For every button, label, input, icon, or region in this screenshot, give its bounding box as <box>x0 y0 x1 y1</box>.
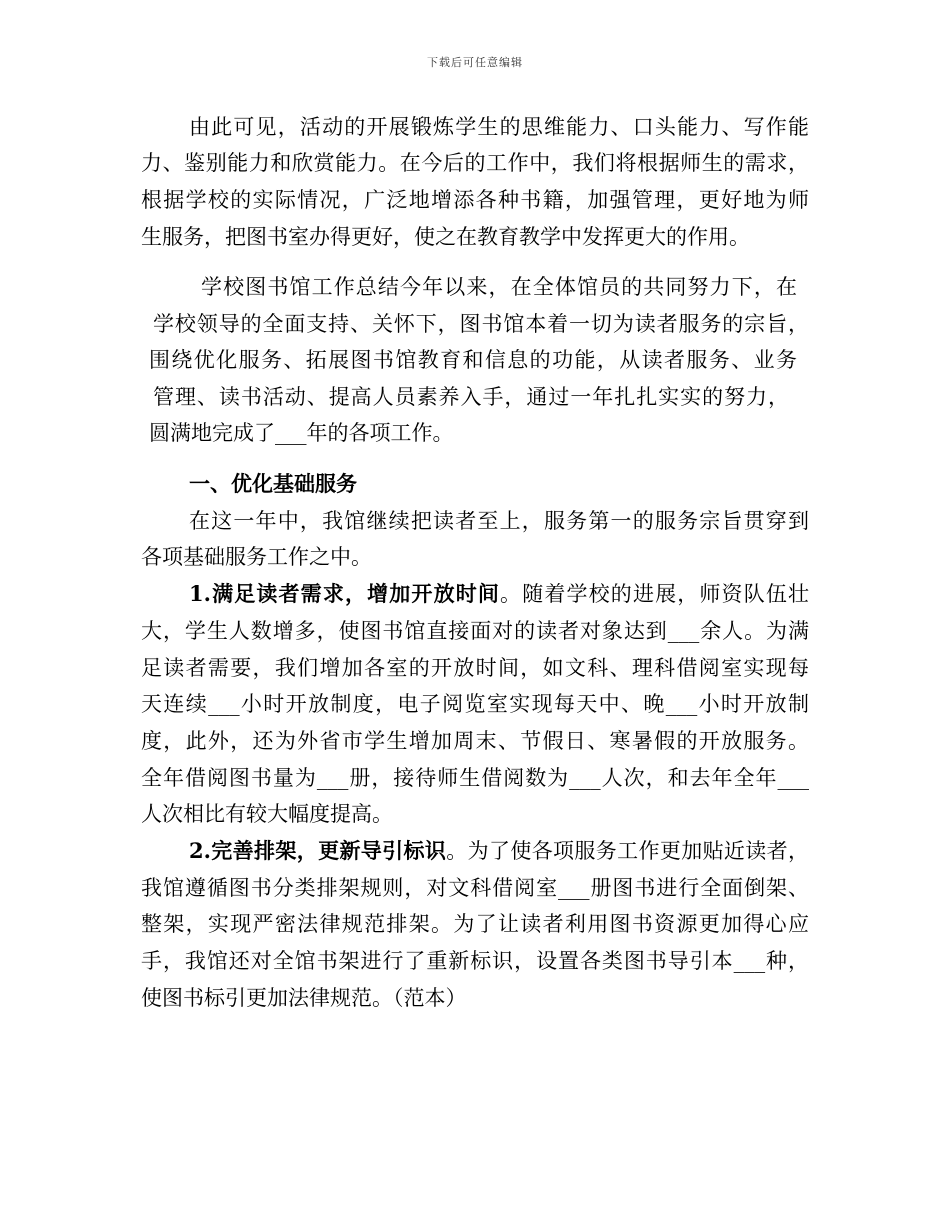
p1-line-4: 生服务，把图书室办得更好，使之在教育教学中发挥更大的作用。 <box>141 225 750 249</box>
p2-line-1: 学校图书馆工作总结今年以来，在全体馆员的共同努力下，在 <box>201 275 797 299</box>
item2-line-1 <box>189 837 809 865</box>
p1-line-1: 由此可见，活动的开展锻炼学生的思维能力、口头能力、写作能 <box>189 115 809 139</box>
item1-line-7: 人次相比有较大幅度提高。 <box>141 802 393 826</box>
item1-line-4: 天连续___小时开放制度，电子阅览室实现每天中、晚___小时开放制 <box>141 692 809 716</box>
item2-line-3: 整架，实现严密法律规范排架。为了让读者利用图书资源更加得心应 <box>141 912 809 936</box>
section-heading: 一、优化基础服务 <box>189 471 357 496</box>
item1-first-rest: 。随着学校的进展，师资队伍壮 <box>500 582 810 606</box>
item2-title: 2.完善排架，更新导引标识 <box>189 838 447 863</box>
item1-line-5: 度，此外，还为外省市学生增加周末、节假日、寒暑假的开放服务。 <box>141 729 809 753</box>
item2-first-rest: 。为了使各项服务工作更加贴近读者， <box>446 839 810 863</box>
p3-line-2: 各项基础服务工作之中。 <box>141 545 372 569</box>
p1-line-3: 根据学校的实际情况，广泛地增添各种书籍，加强管理，更好地为师 <box>141 188 809 212</box>
p2-line-3: 围绕优化服务、拓展图书馆教育和信息的功能，从读者服务、业务 <box>149 348 797 372</box>
item1-title: 1.满足读者需求，增加开放时间 <box>189 581 501 606</box>
item1-line-2: 大，学生人数增多，使图书馆直接面对的读者对象达到___余人。为满 <box>141 619 809 643</box>
p2-line-4: 管理、读书活动、提高人员素养入手，通过一年扎扎实实的努力， <box>153 385 789 409</box>
item2-line-2: 我馆遵循图书分类排架规则，对文科借阅室___册图书进行全面倒架、 <box>141 876 809 900</box>
p2-line-2: 学校领导的全面支持、关怀下，图书馆本着一切为读者服务的宗旨， <box>153 312 809 336</box>
item2-line-5: 使图书标引更加法律规范。（范本） <box>141 986 467 1010</box>
page-header-note: 下载后可任意编辑 <box>427 56 523 69</box>
item1-line-6: 全年借阅图书量为___册，接待师生借阅数为___人次，和去年全年___ <box>141 766 809 790</box>
p1-line-2: 力、鉴别能力和欣赏能力。在今后的工作中，我们将根据师生的需求， <box>141 151 809 175</box>
item1-line-1 <box>189 580 809 608</box>
p3-line-1: 在这一年中，我馆继续把读者至上，服务第一的服务宗旨贯穿到 <box>189 509 809 533</box>
item2-line-4: 手，我馆还对全馆书架进行了重新标识，设置各类图书导引本___种， <box>141 949 809 973</box>
p2-line-5: 圆满地完成了___年的各项工作。 <box>149 421 454 445</box>
item1-line-3: 足读者需要，我们增加各室的开放时间，如文科、理科借阅室实现每 <box>141 656 809 680</box>
